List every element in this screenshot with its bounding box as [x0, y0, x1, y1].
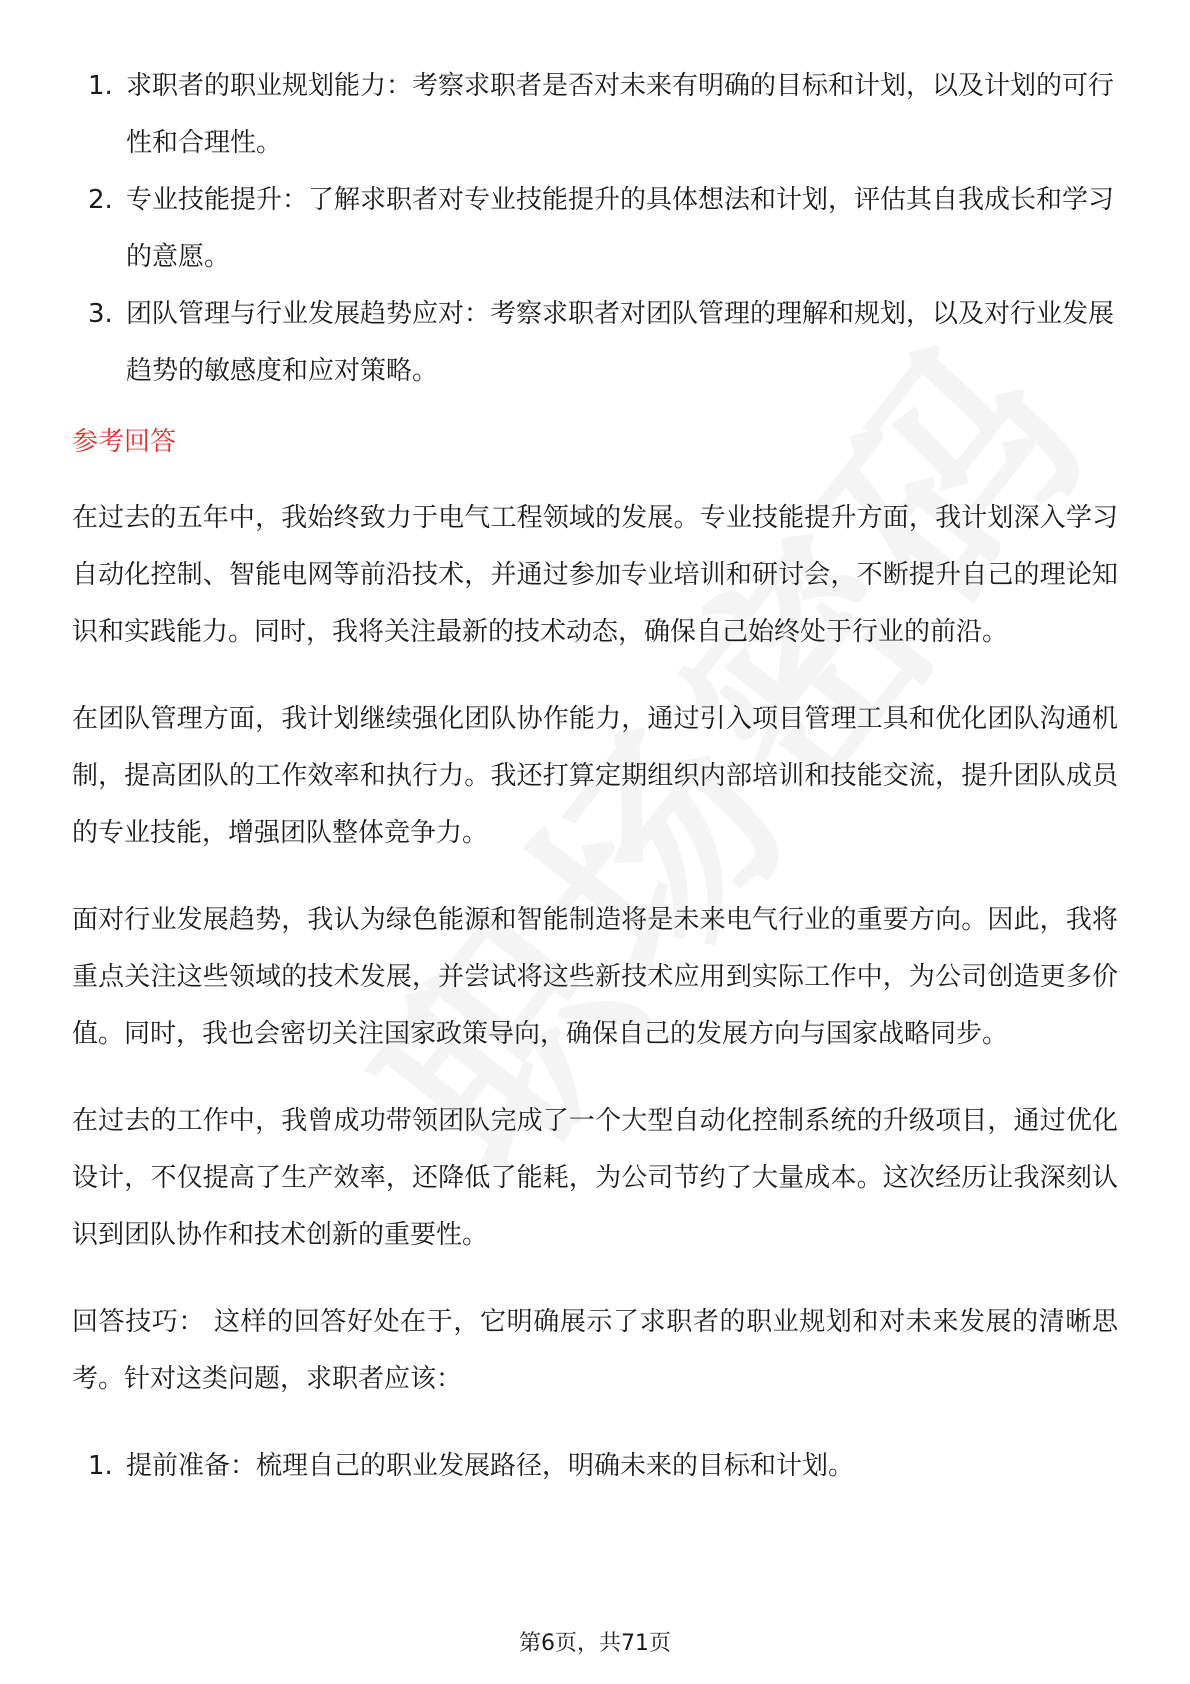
list-item-text: 求职者的职业规划能力：考察求职者是否对未来有明确的目标和计划，以及计划的可行性和合理性。	[126, 71, 1115, 158]
answer-paragraph: 在过去的五年中，我始终致力于电气工程领域的发展。专业技能提升方面，我计划深入学习自动化控制、智能电网等前沿技术，并通过参加专业培训和研讨会，不断提升自己的理论知识和实践能力。同时，我将关注最新的技术动态，确保自己始终处于行业的前沿。	[72, 503, 1118, 647]
answer-paragraph: 在过去的工作中，我曾成功带领团队完成了一个大型自动化控制系统的升级项目，通过优化设计，不仅提高了生产效率，还降低了能耗，为公司节约了大量成本。这次经历让我深刻认识到团队协作和技术创新的重要性。	[72, 1106, 1118, 1250]
list-item-text: 团队管理与行业发展趋势应对：考察求职者对团队管理的理解和规划，以及对行业发展趋势的敏感度和应对策略。	[126, 299, 1115, 386]
page-content	[72, 58, 1118, 1495]
list-item-text: 专业技能提升：了解求职者对专业技能提升的具体想法和计划，评估其自我成长和学习的意愿。	[126, 185, 1115, 272]
list-number: 3.	[88, 299, 113, 329]
list-number: 2.	[88, 185, 113, 215]
list-item	[72, 58, 1118, 172]
list-item	[72, 286, 1118, 400]
answer-tip: 回答技巧： 这样的回答好处在于，它明确展示了求职者的职业规划和对未来发展的清晰思考。针对这类问题，求职者应该：	[72, 1307, 1118, 1394]
page-footer: 第6页，共71页	[519, 1631, 671, 1656]
answer-paragraph: 在团队管理方面，我计划继续强化团队协作能力，通过引入项目管理工具和优化团队沟通机制，提高团队的工作效率和执行力。我还打算定期组织内部培训和技能交流，提升团队成员的专业技能，增强团队整体竞争力。	[72, 704, 1118, 848]
section-title: 参考回答	[72, 427, 177, 457]
answer-paragraph: 面对行业发展趋势，我认为绿色能源和智能制造将是未来电气行业的重要方向。因此，我将重点关注这些领域的技术发展，并尝试将这些新技术应用到实际工作中，为公司创造更多价值。同时，我也会密切关注国家政策导向，确保自己的发展方向与国家战略同步。	[72, 905, 1118, 1049]
list-item	[72, 172, 1118, 286]
list-number: 1.	[88, 1451, 113, 1481]
list-number: 1.	[88, 71, 113, 101]
list-item-text: 提前准备：梳理自己的职业发展路径，明确未来的目标和计划。	[126, 1451, 855, 1481]
list-item	[72, 1438, 1118, 1495]
criteria-list	[72, 58, 1118, 400]
tips-list	[72, 1438, 1118, 1495]
